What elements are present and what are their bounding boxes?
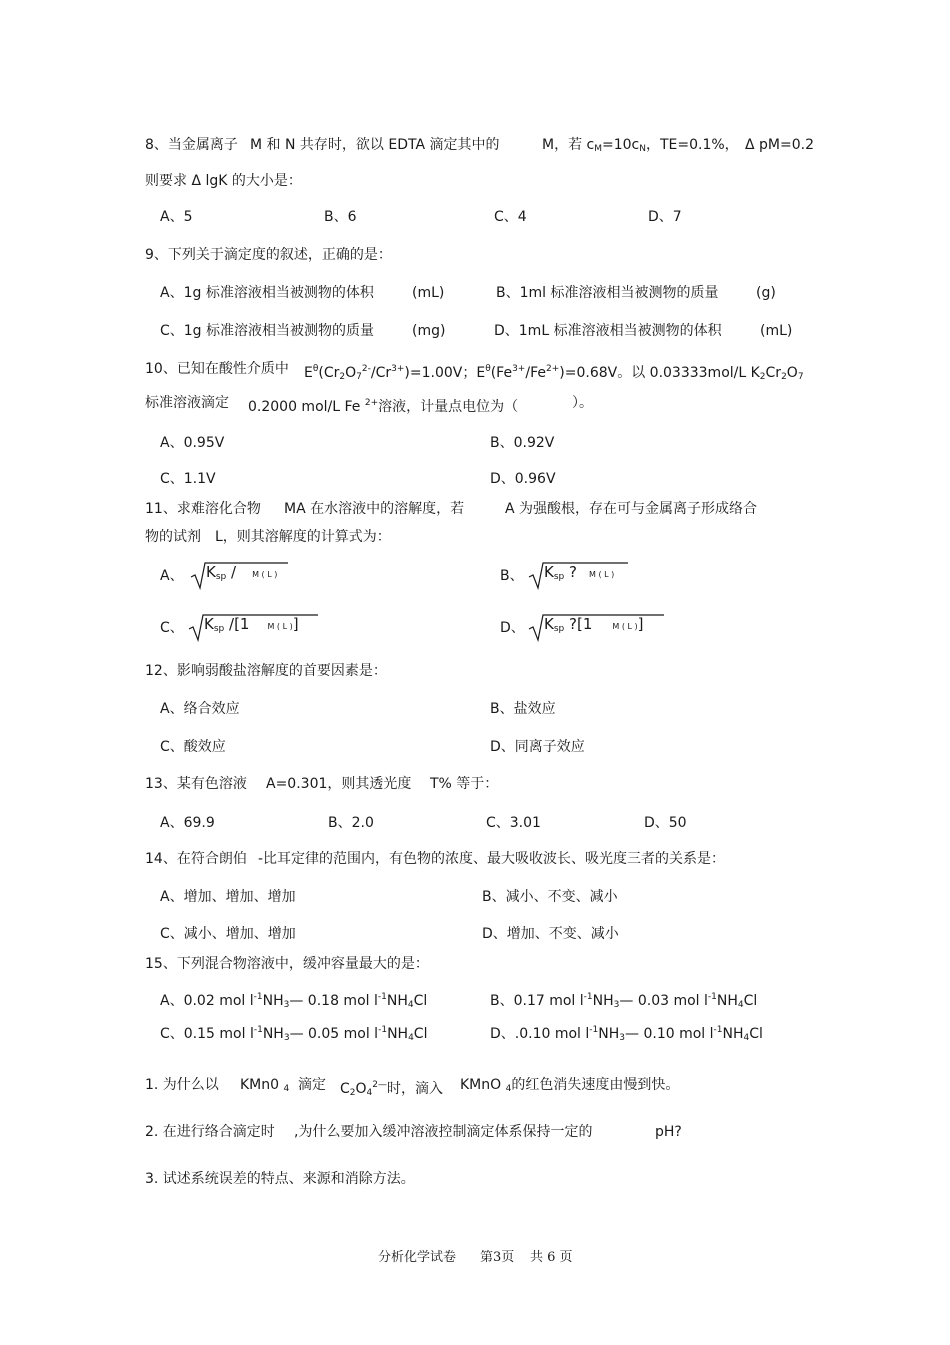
q9-stem: 9、下列关于滴定度的叙述，正确的是： <box>145 247 392 263</box>
q8-option-a: A、5 <box>160 209 193 225</box>
q10-option-c: C、1.1V <box>160 471 216 487</box>
q11-option-d-label: D、 <box>500 620 525 636</box>
q11-option-b-formula: $K_{sp}$ ? M ( L ) <box>528 560 632 590</box>
short-q3: 3. 试述系统误差的特点、来源和消除方法。 <box>145 1171 415 1187</box>
q9-option-c: C、1g 标准溶液相当被测物的质量 <box>160 323 375 339</box>
q15-option-c: C、0.15 mol $l^{-1}NH_3—$ 0.05 mol $l^{-1}NH_4Cl$ <box>160 1025 428 1043</box>
q14-option-b: B、减小、不变、减小 <box>482 889 618 905</box>
q13-option-d: D、50 <box>644 815 687 831</box>
q15-option-b: B、0.17 mol $l^{-1}NH_3—$ 0.03 mol $l^{-1}NH_4Cl$ <box>490 992 758 1010</box>
q8-option-b: B、6 <box>324 209 357 225</box>
q12-option-d: D、同离子效应 <box>490 739 585 755</box>
q9-option-b: B、1ml 标准溶液相当被测物的质量 <box>496 285 719 301</box>
q14-option-c: C、减小、增加、增加 <box>160 926 296 942</box>
q15-stem: 15、下列混合物溶液中，缓冲容量最大的是： <box>145 956 429 972</box>
q10-option-b: B、0.92V <box>490 435 555 451</box>
q11-option-a-label: A、 <box>160 568 184 584</box>
q11-option-a-formula: $K_{sp}$ / M ( L ) <box>190 560 290 590</box>
q8-line2: 则要求 Δ lgK 的大小是： <box>145 173 302 189</box>
q12-stem: 12、影响弱酸盐溶解度的首要因素是： <box>145 663 387 679</box>
q14-option-a: A、增加、增加、增加 <box>160 889 296 905</box>
q9-option-d: D、1mL 标准溶液相当被测物的体积 <box>494 323 722 339</box>
footer-total-pages: 共 6 页 <box>530 1250 573 1265</box>
q11-option-d-formula: $K_{sp}$ ?[1 M ( L )] <box>528 612 668 642</box>
q11-option-b-label: B、 <box>500 568 524 584</box>
q13-option-b: B、2.0 <box>328 815 374 831</box>
q14-option-d: D、增加、不变、减小 <box>482 926 619 942</box>
q10-option-a: A、0.95V <box>160 435 225 451</box>
q9-option-a: A、1g 标准溶液相当被测物的体积 <box>160 285 374 301</box>
q12-option-a: A、络合效应 <box>160 701 240 717</box>
footer-page-number: 第3页 <box>480 1250 515 1265</box>
footer-title: 分析化学试卷 <box>378 1250 457 1265</box>
q11-option-c-formula: $K_{sp}$ /[1 M ( L )] <box>188 612 322 642</box>
q12-option-c: C、酸效应 <box>160 739 226 755</box>
q8-option-d: D、7 <box>648 209 682 225</box>
q12-option-b: B、盐效应 <box>490 701 556 717</box>
q10-option-d: D、0.96V <box>490 471 556 487</box>
q11-option-c-label: C、 <box>160 620 184 636</box>
q13-option-c: C、3.01 <box>486 815 541 831</box>
q15-option-d: D、.0.10 mol $l^{-1}NH_3—$ 0.10 mol $l^{-1}NH_4Cl$ <box>490 1025 763 1043</box>
q15-option-a: A、0.02 mol $l^{-1}NH_3—$ 0.18 mol $l^{-1}NH_4Cl$ <box>160 992 428 1010</box>
q13-option-a: A、69.9 <box>160 815 215 831</box>
q8-option-c: C、4 <box>494 209 527 225</box>
